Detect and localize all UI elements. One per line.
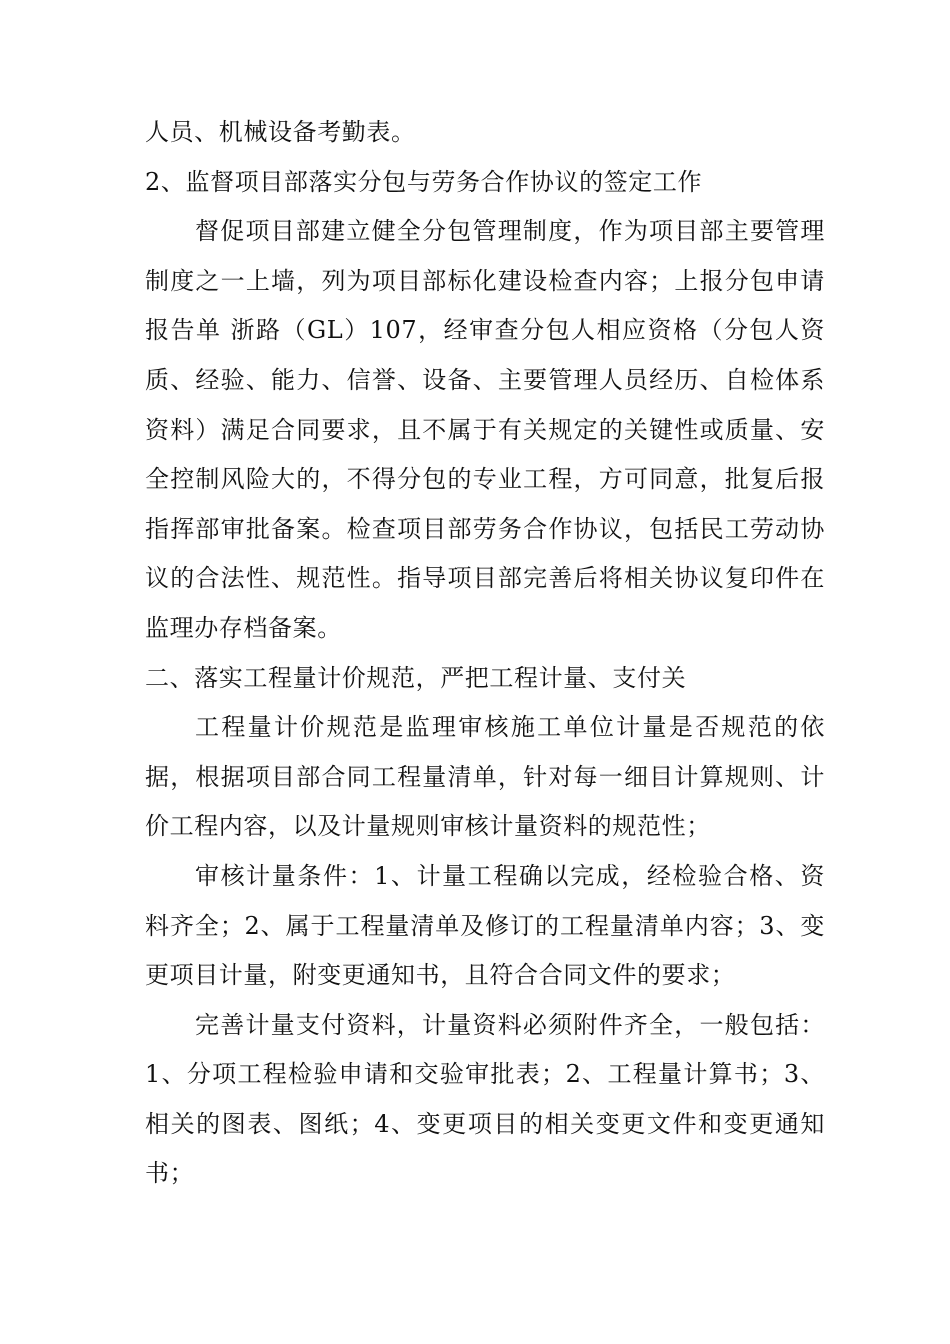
heading-subcontract-supervision: 2、监督项目部落实分包与劳务合作协议的签定工作 bbox=[145, 167, 703, 196]
paragraph-payment-documents: 完善计量支付资料，计量资料必须附件齐全，一般包括：1、分项工程检验申请和交验审批表；2、工程量计算书；3、相关的图表、图纸；4、变更项目的相关变更文件和变更通知书； bbox=[145, 1010, 825, 1188]
paragraph-subcontract-management: 督促项目部建立健全分包管理制度，作为项目部主要管理制度之一上墙，列为项目部标化建设检查内容；上报分包申请报告单 浙路（GL）107，经审查分包人相应资格（分包人资质、经验、能力、信誉、设备、主要管理人员经历、自检体系资料）满足合同要求，且不属于有关规定的关键性或质量、安全控制风险大的，不得分包的专业工程，方可同意，批复后报指挥部审批备案。检查项目部劳务合作协议，包括民工劳动协议的合法性、规范性。指导项目部完善后将相关协议复印件在监理办存档备案。 bbox=[145, 217, 825, 642]
paragraph-attendance-tail: 人员、机械设备考勤表。 bbox=[145, 118, 416, 146]
paragraph-pricing-standard: 工程量计价规范是监理审核施工单位计量是否规范的依据，根据项目部合同工程量清单，针对每一细目计算规则、计价工程内容，以及计量规则审核计量资料的规范性； bbox=[145, 713, 825, 841]
heading-quantity-pricing: 二、落实工程量计价规范，严把工程计量、支付关 bbox=[145, 663, 687, 692]
body-text bbox=[145, 108, 825, 1199]
paragraph-measurement-conditions: 审核计量条件：1、计量工程确以完成，经检验合格、资料齐全；2、属于工程量清单及修订的工程量清单内容；3、变更项目计量，附变更通知书，且符合合同文件的要求； bbox=[145, 861, 825, 990]
